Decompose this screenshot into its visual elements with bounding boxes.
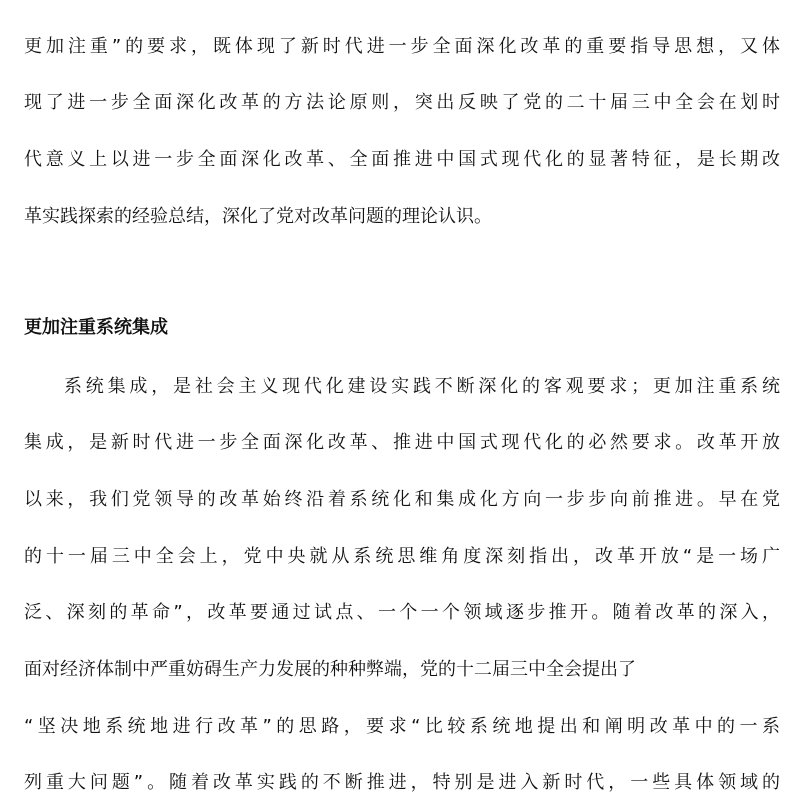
paragraph-line: 更加注重”的要求，既体现了新时代进一步全面深化改革的重要指导思想，又体 [24,36,780,57]
section-heading: 更加注重系统集成 [24,317,168,338]
paragraph-line: 革实践探索的经验总结，深化了党对改革问题的理论认识。 [24,206,492,227]
paragraph-line: 面对经济体制中严重妨碍生产力发展的种种弊端，党的十二届三中全会提出了 [24,659,636,680]
paragraph-line: 系统集成，是社会主义现代化建设实践不断深化的客观要求；更加注重系统 [64,376,780,397]
paragraph-line: 代意义上以进一步全面深化改革、全面推进中国式现代化的显著特征，是长期改 [24,149,780,170]
paragraph-line: “坚决地系统地进行改革”的思路，要求“比较系统地提出和阐明改革中的一系 [24,716,780,737]
paragraph-line: 以来，我们党领导的改革始终沿着系统化和集成化方向一步步向前推进。早在党 [24,489,780,510]
paragraph-line: 现了进一步全面深化改革的方法论原则，突出反映了党的二十届三中全会在划时 [24,92,780,113]
paragraph-line: 集成，是新时代进一步全面深化改革、推进中国式现代化的必然要求。改革开放 [24,432,780,453]
paragraph-line: 泛、深刻的革命”，改革要通过试点、一个一个领域逐步推开。随着改革的深入， [24,602,780,623]
paragraph-line: 列重大问题”。随着改革实践的不断推进，特别是进入新时代，一些具体领域的 [24,772,780,793]
paragraph-line: 的十一届三中全会上，党中央就从系统思维角度深刻指出，改革开放“是一场广 [24,546,780,567]
